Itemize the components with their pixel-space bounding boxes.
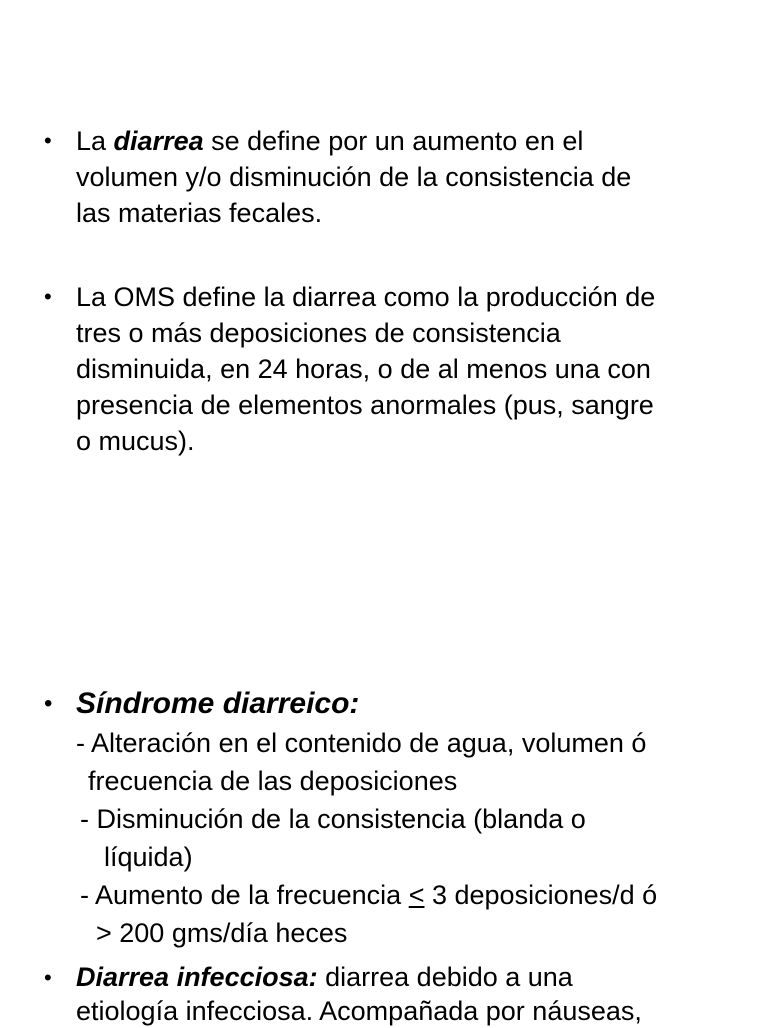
bullet-oms-definicion bbox=[44, 279, 744, 459]
paragraph-oms: La OMS define la diarrea como la producción de tres o más deposiciones de consistencia disminuida, en 24 horas, o de al menos una con presencia de elementos anormales (pus, sangre o mucus). bbox=[76, 282, 656, 456]
item-2-line-1: - Disminución de la consistencia (blanda o bbox=[80, 804, 586, 834]
bullet-diarrea-definicion bbox=[44, 123, 744, 231]
bullet-dot: • bbox=[44, 965, 52, 990]
bullet-sindrome-diarreico bbox=[44, 684, 744, 952]
bullet-dot: • bbox=[44, 284, 52, 309]
item-2-line-2: líquida) bbox=[104, 842, 193, 872]
paragraph-diarrea-infecciosa: Diarrea infecciosa: diarrea debido a una etiología infecciosa. Acompañada por náuseas, bbox=[76, 962, 642, 1026]
item-3-line-2: > 200 gms/día heces bbox=[96, 918, 348, 948]
heading-sindrome-diarreico: Síndrome diarreico: bbox=[76, 687, 360, 720]
item-1-line-1: - Alteración en el contenido de agua, volumen ó bbox=[76, 728, 647, 758]
sindrome-items bbox=[44, 724, 744, 952]
paragraph-diarrea: La diarrea se define por un aumento en el volumen y/o disminución de la consistencia de las materias fecales. bbox=[76, 126, 632, 228]
emphasis-diarrea-infecciosa: Diarrea infecciosa: bbox=[76, 962, 318, 992]
emphasis-diarrea: diarrea bbox=[113, 126, 204, 156]
bullet-dot: • bbox=[44, 128, 52, 153]
item-3-line-1: - Aumento de la frecuencia < 3 deposiciones/d ó bbox=[80, 880, 658, 910]
item-1-line-2: frecuencia de las deposiciones bbox=[88, 766, 458, 796]
bullet-dot: • bbox=[44, 690, 53, 717]
less-equal-symbol: < bbox=[408, 880, 425, 910]
bullet-diarrea-infecciosa bbox=[44, 960, 744, 1028]
